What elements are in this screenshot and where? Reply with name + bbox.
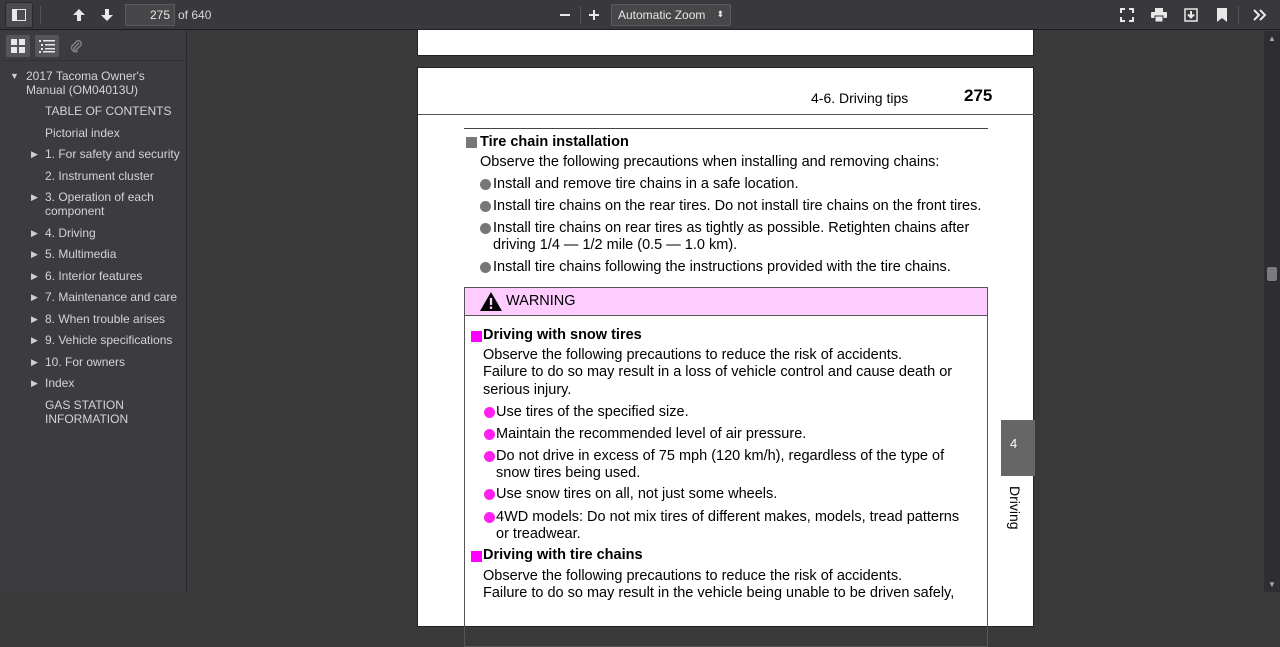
scroll-thumb[interactable]	[1267, 267, 1277, 281]
scroll-down-icon[interactable]: ▼	[1268, 580, 1276, 589]
zoom-out-button[interactable]	[552, 3, 578, 27]
warning-triangle-icon	[479, 291, 503, 312]
twisty-collapsed-icon[interactable]: ▶	[31, 292, 38, 302]
warning-subheading: Driving with tire chains	[483, 547, 643, 563]
twisty-collapsed-icon[interactable]: ▶	[31, 357, 38, 367]
previous-page-button[interactable]	[66, 3, 92, 27]
document-viewer[interactable]	[188, 31, 1264, 601]
twisty-collapsed-icon[interactable]: ▶	[31, 249, 38, 259]
twisty-collapsed-icon[interactable]: ▶	[31, 192, 38, 202]
toolbar	[0, 0, 1280, 30]
warning-text: Observe the following precautions to reduce the risk of accidents.	[483, 568, 903, 584]
outline-item-pictorial-index[interactable]: Pictorial index	[45, 126, 120, 140]
outline-item-multimedia[interactable]: 5. Multimedia	[45, 247, 117, 261]
outline-item-gas-station-line2[interactable]: INFORMATION	[45, 412, 129, 426]
warning-bullet-text: Do not drive in excess of 75 mph (120 km/h), regardless of the type of	[496, 448, 945, 464]
warning-text: Observe the following precautions to reduce the risk of accidents.	[483, 347, 903, 363]
previous-page	[417, 29, 1034, 56]
content-rule	[464, 128, 988, 129]
tools-menu-button[interactable]	[1247, 3, 1273, 27]
warning-square-icon	[471, 551, 482, 562]
bullet-icon	[480, 179, 491, 190]
section-intro: Observe the following precautions when installing and removing chains:	[480, 154, 940, 170]
sidebar-toggle-button[interactable]	[5, 2, 33, 28]
warning-bullet-icon	[484, 451, 495, 462]
warning-text: Failure to do so may result in a loss of vehicle control and cause death or	[483, 364, 953, 380]
bullet-text: Install and remove tire chains in a safe location.	[493, 176, 799, 192]
page-count: of 640	[178, 8, 212, 22]
twisty-collapsed-icon[interactable]: ▶	[31, 149, 38, 159]
outline-item-operation-line2[interactable]: component	[45, 204, 105, 218]
sidebar-icon	[12, 9, 26, 21]
header-rule	[418, 114, 1035, 115]
warning-bullet-text: Use tires of the specified size.	[496, 404, 689, 420]
twisty-collapsed-icon[interactable]: ▶	[31, 314, 38, 324]
outline-item-driving[interactable]: 4. Driving	[45, 226, 96, 240]
outline-item-index[interactable]: Index	[45, 376, 75, 390]
outline-item-safety[interactable]: 1. For safety and security	[45, 147, 180, 161]
vertical-scrollbar[interactable]	[1264, 31, 1280, 592]
warning-text: Failure to do so may result in the vehicle being unable to be driven safely,	[483, 585, 955, 601]
download-button[interactable]	[1178, 3, 1204, 27]
warning-bullet-icon	[484, 407, 495, 418]
bullet-text: Install tire chains on the rear tires. Do not install tire chains on the front tires.	[493, 198, 982, 214]
bullet-icon	[480, 262, 491, 273]
fullscreen-icon	[1120, 8, 1134, 22]
warning-box	[464, 287, 988, 647]
warning-title: WARNING	[506, 293, 576, 309]
warning-text: serious injury.	[483, 382, 572, 398]
outline-item-manual-line2[interactable]: Manual (OM04013U)	[26, 83, 139, 97]
minus-icon	[559, 9, 571, 21]
warning-bullet-text: Maintain the recommended level of air pressure.	[496, 426, 807, 442]
twisty-collapsed-icon[interactable]: ▶	[31, 378, 38, 388]
outline-item-manual[interactable]: 2017 Tacoma Owner's	[26, 69, 145, 83]
plus-icon	[588, 9, 600, 21]
warning-square-icon	[471, 331, 482, 342]
warning-bullet-icon	[484, 512, 495, 523]
chapter-tab	[1001, 420, 1035, 476]
outline-item-trouble[interactable]: 8. When trouble arises	[45, 312, 166, 326]
presentation-mode-button[interactable]	[1114, 3, 1140, 27]
outline-item-gas-station[interactable]: GAS STATION	[45, 398, 124, 412]
grid-icon	[11, 39, 25, 53]
section-heading: Tire chain installation	[480, 134, 629, 150]
download-icon	[1184, 8, 1198, 22]
bookmark-button[interactable]	[1209, 3, 1235, 27]
zoom-select[interactable]	[611, 4, 731, 26]
zoom-select-label: Automatic Zoom	[618, 8, 706, 22]
arrow-down-icon	[100, 8, 114, 22]
outline-item-interior[interactable]: 6. Interior features	[45, 269, 143, 283]
page-number-input[interactable]	[125, 4, 175, 26]
bookmark-icon	[1216, 8, 1228, 22]
next-page-button[interactable]	[94, 3, 120, 27]
outline-item-specifications[interactable]: 9. Vehicle specifications	[45, 333, 173, 347]
page-section-header: 4-6. Driving tips	[811, 90, 909, 106]
list-icon	[39, 39, 55, 53]
outline-item-maintenance[interactable]: 7. Maintenance and care	[45, 290, 178, 304]
twisty-collapsed-icon[interactable]: ▶	[31, 335, 38, 345]
twisty-expanded-icon[interactable]: ▼	[10, 71, 19, 81]
warning-bullet-text: 4WD models: Do not mix tires of different makes, models, tread patterns	[496, 509, 960, 525]
warning-bullet-icon	[484, 489, 495, 500]
scroll-up-icon[interactable]: ▲	[1268, 34, 1276, 43]
warning-subheading: Driving with snow tires	[483, 327, 642, 343]
bullet-icon	[480, 201, 491, 212]
printer-icon	[1151, 8, 1167, 22]
outline-item-toc[interactable]: TABLE OF CONTENTS	[45, 104, 172, 118]
toolbar-separator	[40, 6, 41, 24]
warning-bullet-text: Use snow tires on all, not just some wheels.	[496, 486, 778, 502]
section-square-icon	[466, 137, 477, 148]
twisty-collapsed-icon[interactable]: ▶	[31, 271, 38, 281]
page-number-header: 275	[964, 86, 993, 105]
double-chevron-right-icon	[1253, 9, 1267, 21]
bullet-text-continued: driving 1/4 — 1/2 mile (0.5 — 1.0 km).	[493, 237, 738, 253]
toolbar-separator	[1238, 6, 1239, 24]
outline-item-operation[interactable]: 3. Operation of each	[45, 190, 154, 204]
sidebar	[0, 31, 187, 592]
zoom-in-button[interactable]	[581, 3, 607, 27]
warning-bullet-text-continued: or treadwear.	[496, 526, 581, 542]
outline-item-owners[interactable]: 10. For owners	[45, 355, 126, 369]
warning-bullet-icon	[484, 429, 495, 440]
outline-tab[interactable]	[35, 35, 59, 57]
paperclip-icon	[69, 39, 83, 53]
bullet-text: Install tire chains on rear tires as tightly as possible. Retighten chains after	[493, 220, 970, 236]
chapter-tab-number: 4	[1010, 436, 1018, 451]
caret-updown-icon: ⬍	[716, 9, 724, 19]
bullet-text: Install tire chains following the instructions provided with the tire chains.	[493, 259, 951, 275]
print-button[interactable]	[1146, 3, 1172, 27]
thumbnails-tab[interactable]	[6, 35, 30, 57]
twisty-collapsed-icon[interactable]: ▶	[31, 228, 38, 238]
arrow-up-icon	[72, 8, 86, 22]
chapter-tab-label: Driving	[1007, 486, 1023, 530]
attachments-tab[interactable]	[64, 35, 88, 57]
pdf-page	[417, 67, 1034, 627]
bullet-icon	[480, 223, 491, 234]
warning-header	[465, 288, 987, 316]
warning-bullet-text-continued: snow tires being used.	[496, 465, 641, 481]
outline-item-instrument-cluster[interactable]: 2. Instrument cluster	[45, 169, 154, 183]
sidebar-tabs	[0, 31, 186, 61]
